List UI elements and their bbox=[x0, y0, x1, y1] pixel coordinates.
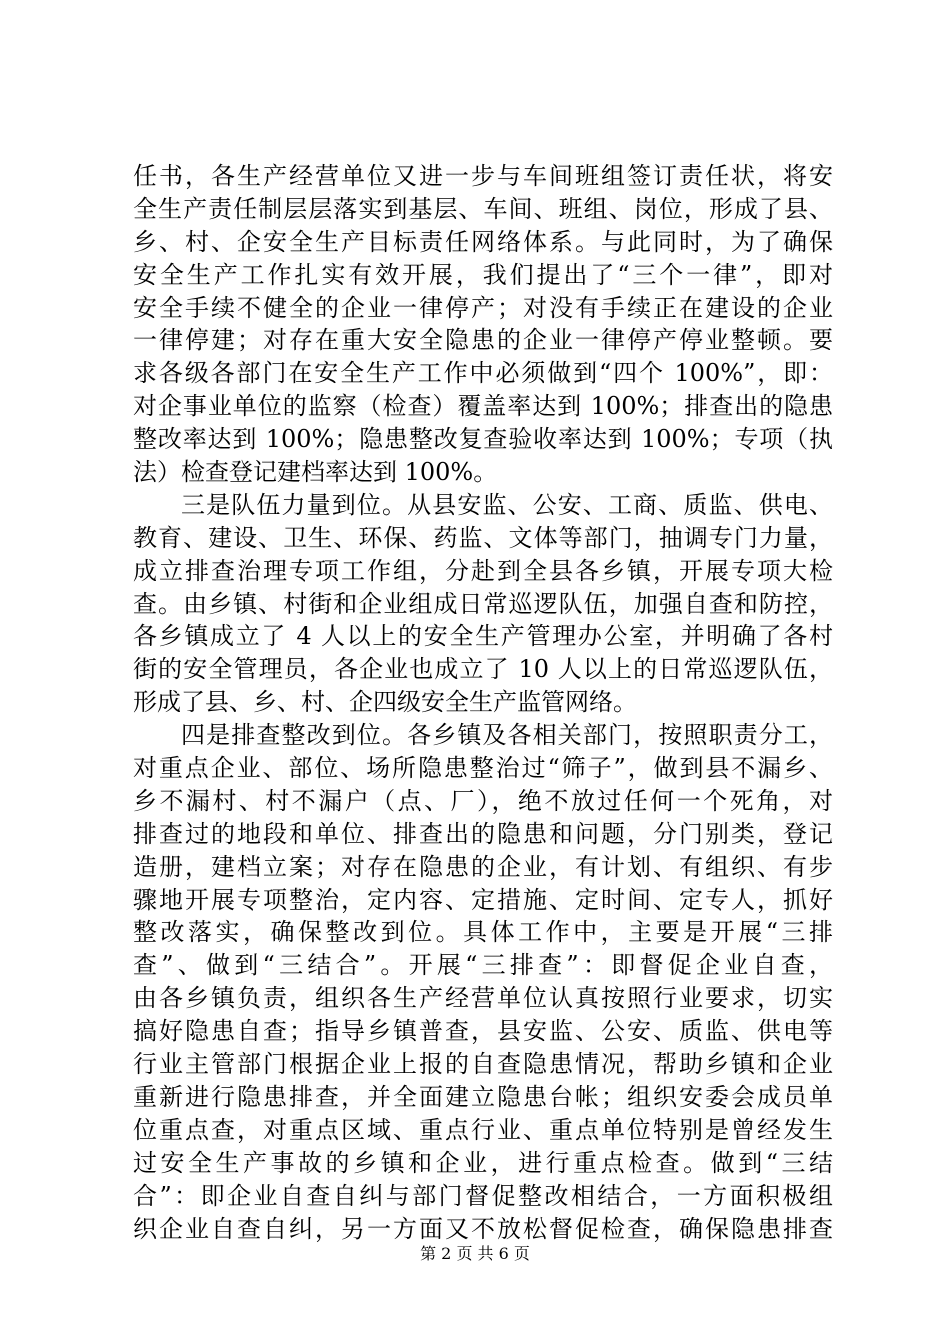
paragraph-start-line: 四是排查整改到位。各乡镇及各相关部门，按照职责分工， bbox=[181, 721, 833, 750]
text-line: 查”、做到“三结合”。开展“三排查”：即督促企业自查， bbox=[133, 951, 833, 980]
text-line: 查。由乡镇、村街和企业组成日常巡逻队伍，加强自查和防控， bbox=[133, 589, 833, 618]
text-line: 形成了县、乡、村、企四级安全生产监管网络。 bbox=[133, 688, 637, 717]
text-line: 安全生产工作扎实有效开展，我们提出了“三个一律”，即对 bbox=[133, 260, 833, 289]
text-line: 成立排查治理专项工作组，分赴到全县各乡镇，开展专项大检 bbox=[133, 556, 833, 585]
text-line: 过安全生产事故的乡镇和企业，进行重点检查。做到“三结 bbox=[133, 1148, 833, 1177]
page-number-footer: 第 2 页 共 6 页 bbox=[420, 1244, 530, 1263]
text-line: 教育、建设、卫生、环保、药监、文体等部门，抽调专门力量， bbox=[133, 523, 833, 552]
text-line: 乡、村、企安全生产目标责任网络体系。与此同时，为了确保 bbox=[133, 227, 833, 256]
text-line: 造册，建档立案；对存在隐患的企业，有计划、有组织、有步 bbox=[133, 852, 833, 881]
text-line: 搞好隐患自查；指导乡镇普查，县安监、公安、质监、供电等 bbox=[133, 1017, 833, 1046]
text-line: 位重点查，对重点区域、重点行业、重点单位特别是曾经发生 bbox=[133, 1115, 833, 1144]
text-line: 任书，各生产经营单位又进一步与车间班组签订责任状，将安 bbox=[133, 162, 833, 190]
text-line: 行业主管部门根据企业上报的自查隐患情况，帮助乡镇和企业 bbox=[133, 1050, 833, 1079]
text-line: 乡不漏村、村不漏户（点、厂），绝不放过任何一个死角，对 bbox=[133, 786, 833, 815]
text-line: 街的安全管理员，各企业也成立了 10 人以上的日常巡逻队伍， bbox=[133, 655, 833, 684]
text-line: 骤地开展专项整治，定内容、定措施、定时间、定专人，抓好 bbox=[133, 885, 833, 914]
text-line: 对企事业单位的监察（检查）覆盖率达到 100%；排查出的隐患 bbox=[133, 392, 833, 421]
text-line: 安全手续不健全的企业一律停产；对没有手续正在建设的企业 bbox=[133, 293, 833, 322]
text-line: 对重点企业、部位、场所隐患整治过“筛子”，做到县不漏乡、 bbox=[133, 754, 833, 783]
paragraph-start-line: 三是队伍力量到位。从县安监、公安、工商、质监、供电、 bbox=[181, 490, 833, 519]
text-line: 各乡镇成立了 4 人以上的安全生产管理办公室，并明确了各村 bbox=[133, 622, 833, 651]
text-line: 整改落实，确保整改到位。具体工作中，主要是开展“三排 bbox=[133, 918, 833, 947]
text-line: 排查过的地段和单位、排查出的隐患和问题，分门别类，登记 bbox=[133, 819, 833, 848]
text-line: 由各乡镇负责，组织各生产经营单位认真按照行业要求，切实 bbox=[133, 984, 833, 1013]
text-line: 合”：即企业自查自纠与部门督促整改相结合，一方面积极组 bbox=[133, 1181, 833, 1210]
text-line: 重新进行隐患排查，并全面建立隐患台帐；组织安委会成员单 bbox=[133, 1082, 833, 1111]
text-line: 一律停建；对存在重大安全隐患的企业一律停产停业整顿。要 bbox=[133, 326, 833, 355]
text-line: 法）检查登记建档率达到 100%。 bbox=[133, 458, 498, 487]
text-line: 求各级各部门在安全生产工作中必须做到“四个 100%”，即： bbox=[133, 359, 833, 388]
text-line: 全生产责任制层层落实到基层、车间、班组、岗位，形成了县、 bbox=[133, 194, 833, 223]
text-line: 织企业自查自纠，另一方面又不放松督促检查，确保隐患排查 bbox=[133, 1214, 833, 1243]
text-line: 整改率达到 100%；隐患整改复查验收率达到 100%；专项（执 bbox=[133, 425, 833, 454]
body-text bbox=[133, 160, 833, 1245]
